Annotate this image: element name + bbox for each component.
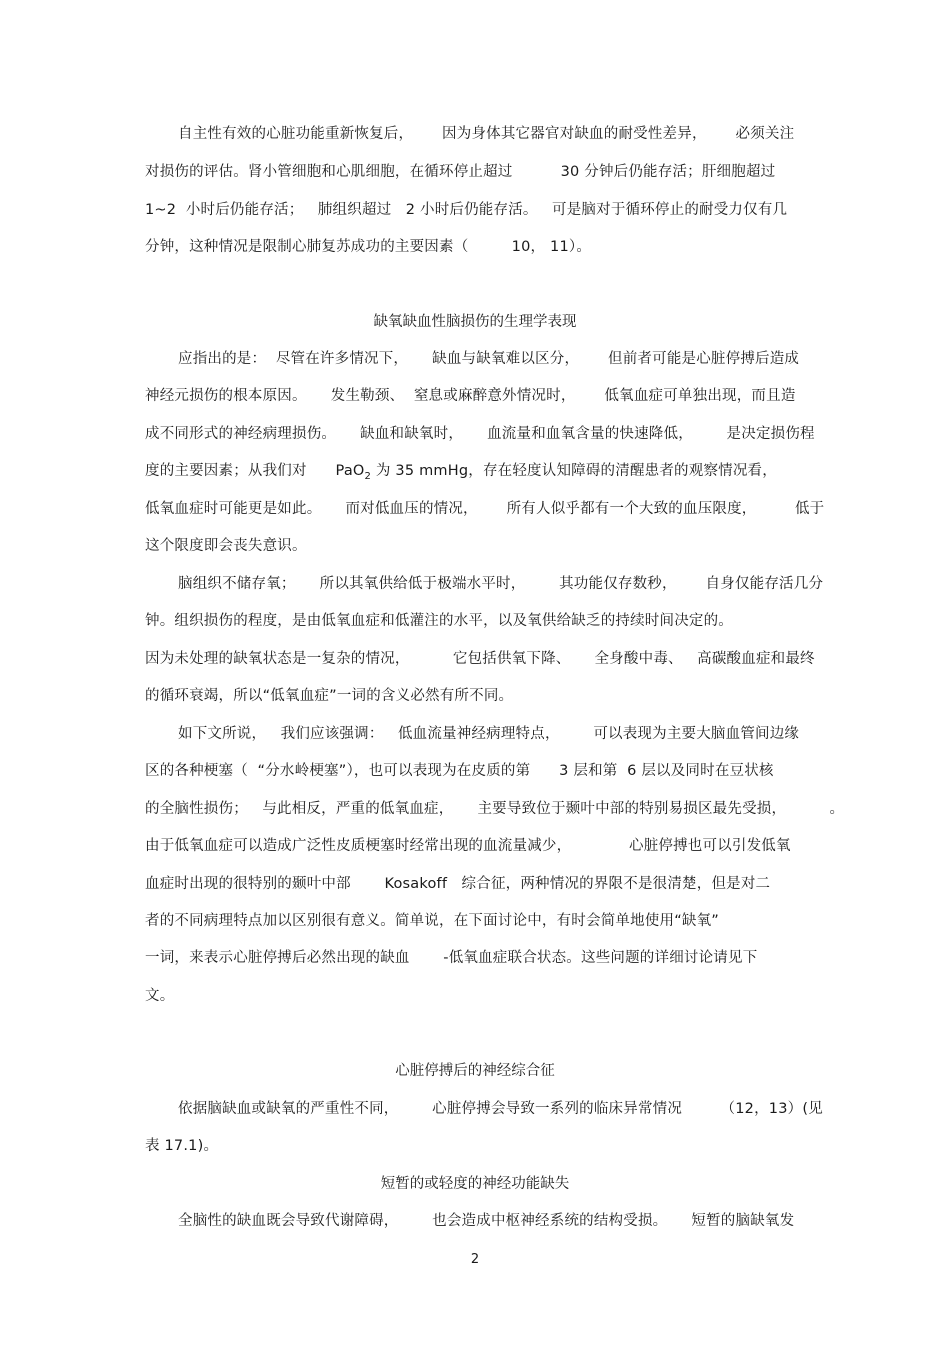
paragraph-intro-line-1: 自主性有效的心脏功能重新恢复后， 因为身体其它器官对缺血的耐受性差异， 必须关注 [178,126,795,142]
section1-para1-line-1: 应指出的是： 尽管在许多情况下， 缺血与缺氧难以区分， 但前者可能是心脏停搏后造成 [178,351,800,367]
section-heading-post-arrest-syndrome: 心脏停搏后的神经综合征 [395,1063,555,1079]
section3-para-line-1: 全脑性的缺血既会导致代谢障碍， 也会造成中枢神经系统的结构受损。 短暂的脑缺氧发 [178,1213,795,1229]
section2-para-line-2: 表 17.1)。 [145,1138,219,1154]
section1-para2-line-1: 脑组织不储存氧； 所以其氧供给低于极端水平时， 其功能仅存数秒， 自身仅能存活几分 [178,576,824,592]
section1-para3-line-8: 文。 [145,988,175,1004]
section-heading-transient-deficit: 短暂的或轻度的神经功能缺失 [380,1176,570,1192]
section1-para3-line-1: 如下文所说， 我们应该强调： 低血流量神经病理特点， 可以表现为主要大脑血管间边缘 [178,726,800,742]
section2-para-line-1: 依据脑缺血或缺氧的严重性不同， 心脏停搏会导致一系列的临床异常情况 （12，13）(见 [178,1101,823,1117]
section1-para2-line-3: 因为未处理的缺氧状态是一复杂的情况， 它包括供氧下降、 全身酸中毒、 高碳酸血症和最终 [145,651,815,667]
section1-para1-line-4 [145,461,777,487]
section1-para3-line-7: 一词，来表示心脏停搏后必然出现的缺血 -低氧血症联合状态。这些问题的详细讨论请见下 [145,950,758,966]
section1-para3-line-4: 由于低氧血症可以造成广泛性皮质梗塞时经常出现的血流量减少， 心脏停搏也可以引发低氧 [145,838,791,854]
section1-para1-line-4-part-a: 度的主要因素；从我们对 PaO [145,463,365,479]
section1-para1-line-4-part-b: 为 35 mmHg，存在轻度认知障碍的清醒患者的观察情况看， [371,463,777,479]
section1-para1-line-6: 这个限度即会丧失意识。 [145,538,307,554]
section1-para3-line-3: 的全脑性损伤； 与此相反，严重的低氧血症， 主要导致位于颞叶中部的特别易损区最先受损， 。 [145,801,845,817]
section1-para1-line-5: 低氧血症时可能更是如此。 而对低血压的情况， 所有人似乎都有一个大致的血压限度， 低于 [145,501,825,517]
section1-para2-line-2: 钟。组织损伤的程度，是由低氧血症和低灌注的水平，以及氧供给缺乏的持续时间决定的。 [145,613,733,629]
pao2-subscript: 2 [364,470,372,482]
section-heading-hypoxic-ischemic: 缺氧缺血性脑损伤的生理学表现 [373,314,577,330]
paragraph-intro-line-2: 对损伤的评估。肾小管细胞和心肌细胞，在循环停止超过 30 分钟后仍能存活；肝细胞超过 [145,164,776,180]
section1-para2-line-4: 的循环衰竭，所以“低氧血症”一词的含义必然有所不同。 [145,688,514,704]
paragraph-intro-line-4: 分钟，这种情况是限制心肺复苏成功的主要因素（ 10， 11）。 [145,239,592,255]
section1-para3-line-2: 区的各种梗塞（ “分水岭梗塞”），也可以表现为在皮质的第 3 层和第 6 层以及同时在豆状核 [145,763,774,779]
section1-para1-line-2: 神经元损伤的根本原因。 发生勒颈、 窒息或麻醉意外情况时， 低氧血症可单独出现，而且造 [145,388,796,404]
section1-para1-line-3: 成不同形式的神经病理损伤。 缺血和缺氧时， 血流量和血氧含量的快速降低， 是决定损伤程 [145,426,815,442]
section1-para3-line-6: 者的不同病理特点加以区别很有意义。简单说，在下面讨论中，有时会简单地使用“缺氧” [145,913,720,929]
paragraph-intro-line-3: 1~2 小时后仍能存活； 肺组织超过 2 小时后仍能存活。 可是脑对于循环停止的耐受力仅有几 [145,202,788,218]
page-number: 2 [470,1252,480,1267]
section1-para3-line-5: 血症时出现的很特别的颞叶中部 Kosakoff 综合征，两种情况的界限不是很清楚，但是对二 [145,876,771,892]
